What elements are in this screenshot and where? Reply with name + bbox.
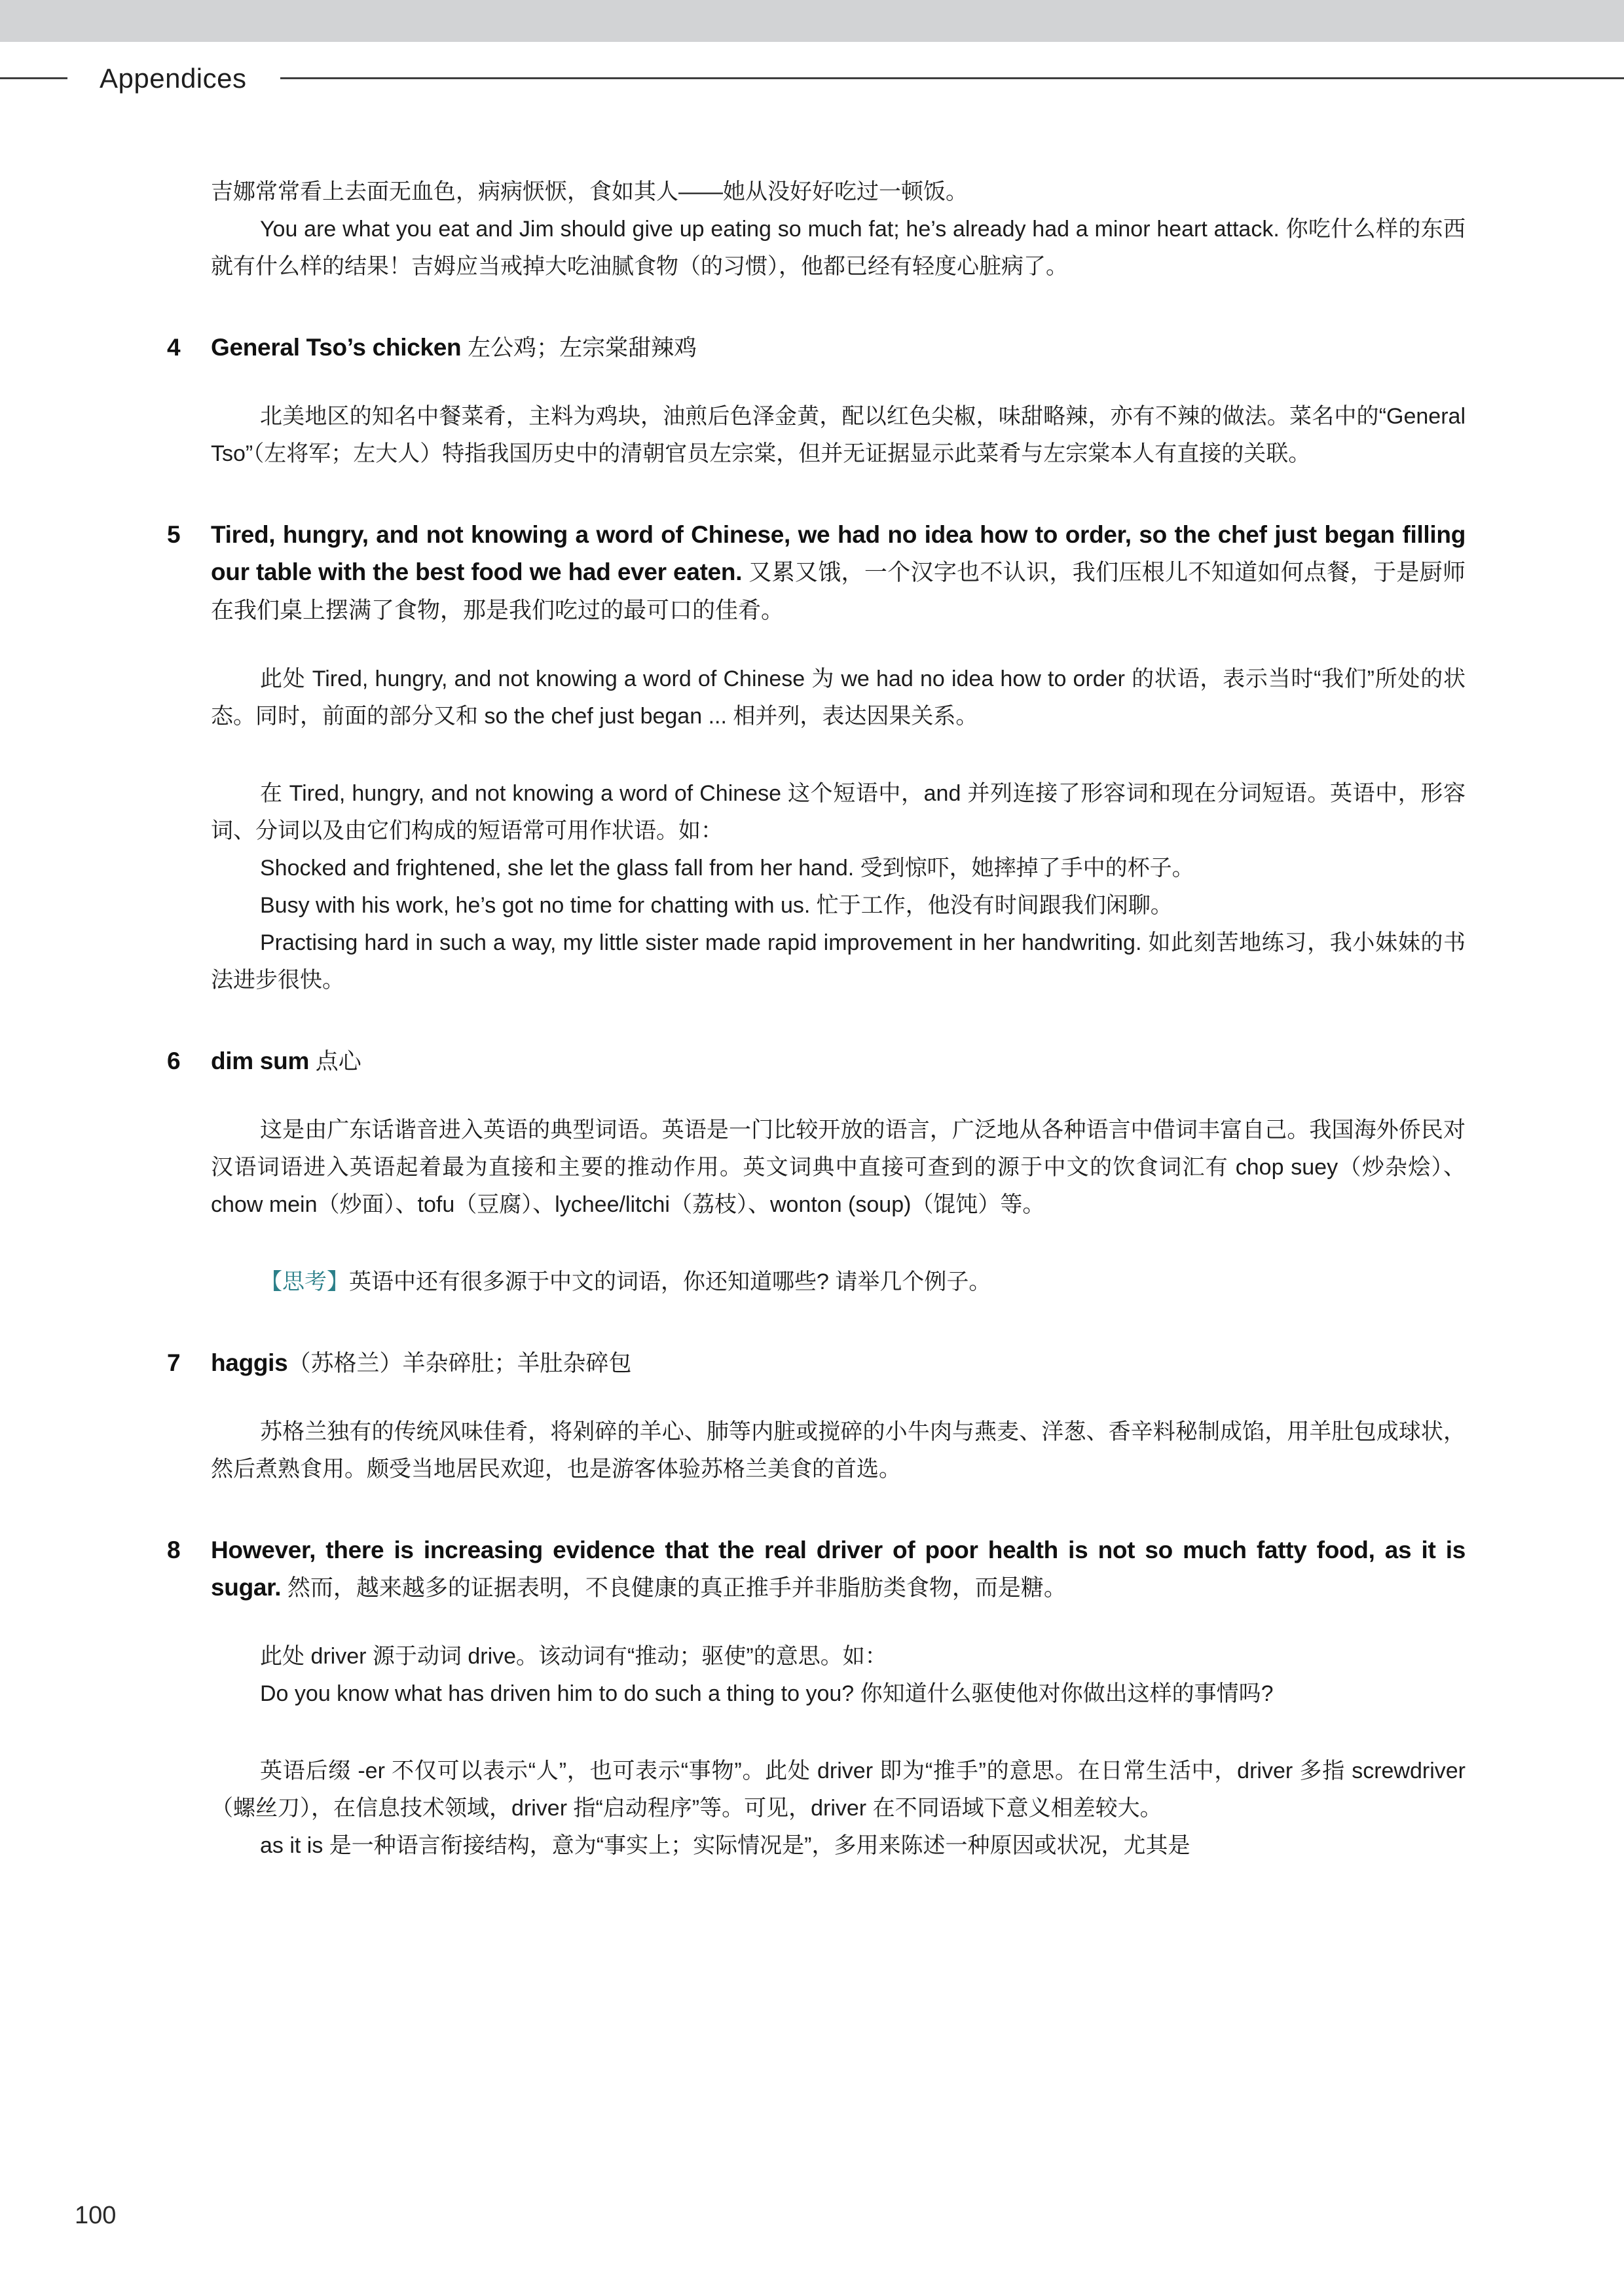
item-5-example-1: Shocked and frightened, she let the glass fall from her hand. 受到惊吓，她摔掉了手中的杯子。 <box>260 856 1194 881</box>
item-4-title-en: General Tso’s chicken <box>211 334 462 361</box>
page-content <box>167 173 1466 1865</box>
item-6 <box>167 1042 1466 1301</box>
item-7-heading <box>167 1344 1466 1382</box>
item-6-heading <box>167 1042 1466 1080</box>
intro-translation-line: 吉娜常常看上去面无血色，病病恹恹，食如其人——她从没好好吃过一顿饭。 <box>211 179 968 204</box>
intro-chinese-note: 你吃什么样的东西就有什么样的结果！吉姆应当戒掉大吃油腻食物（的习惯），他都已经有轻度心脏病了。 <box>211 217 1466 279</box>
running-head: Appendices <box>100 63 247 94</box>
item-6-title-zh: 点心 <box>309 1049 361 1074</box>
page-number: 100 <box>75 2202 117 2229</box>
item-6-number: 6 <box>167 1048 181 1074</box>
think-label: 【思考】 <box>260 1269 349 1294</box>
page-header <box>0 0 1624 105</box>
header-rule-left <box>0 77 67 79</box>
item-5-title-zh: 又累又饿，一个汉字也不认识，我们压根儿不知道如何点餐，于是厨师在我们桌上摆满了食物，那是我们吃过的最可口的佳肴。 <box>211 560 1466 623</box>
item-5-number: 5 <box>167 521 181 548</box>
item-8-paragraph-2: 英语后缀 -er 不仅可以表示“人”，也可表示“事物”。此处 driver 即为“推手”的意思。在日常生活中，driver 多指 screwdriver（螺丝刀），在信息技术领域，driver 指“启动程序”等。可见，driver 在不同语域下意义相差较大。 <box>211 1758 1466 1821</box>
item-8-paragraph-3: as it is 是一种语言衔接结构，意为“事实上；实际情况是”，多用来陈述一种原因或状况，尤其是 <box>260 1833 1190 1858</box>
item-5 <box>167 516 1466 999</box>
item-6-think-line <box>211 1264 1466 1301</box>
item-4 <box>167 329 1466 473</box>
item-4-title-zh: 左公鸡；左宗棠甜辣鸡 <box>461 335 697 361</box>
item-8 <box>167 1531 1466 1865</box>
item-6-title-en: dim sum <box>211 1048 310 1074</box>
item-7 <box>167 1344 1466 1488</box>
item-5-example-3: Practising hard in such a way, my little sister made rapid improvement in her handwriting. 如此刻苦地练习，我小妹妹的书法进步很快。 <box>211 930 1466 993</box>
think-text: 英语中还有很多源于中文的词语，你还知道哪些? 请举几个例子。 <box>349 1269 991 1294</box>
item-8-paragraph-1: 此处 driver 源于动词 drive。该动词有“推动；驱使”的意思。如： <box>260 1644 887 1669</box>
item-7-paragraph: 苏格兰独有的传统风味佳肴，将剁碎的羊心、肺等内脏或搅碎的小牛肉与燕麦、洋葱、香辛料秘制成馅，用羊肚包成球状，然后煮熟食用。颇受当地居民欢迎，也是游客体验苏格兰美食的首选。 <box>211 1419 1466 1482</box>
item-4-number: 4 <box>167 334 181 361</box>
item-7-title-en: haggis <box>211 1349 288 1376</box>
item-6-paragraph: 这是由广东话谐音进入英语的典型词语。英语是一门比较开放的语言，广泛地从各种语言中借词丰富自己。我国海外侨民对汉语词语进入英语起着最为直接和主要的推动作用。英文词典中直接可查到的源于中文的饮食词汇有 chop suey（炒杂烩）、chow mein（炒面）、tofu（豆腐）、lychee/litchi（荔枝）、wonton (soup)（馄饨）等。 <box>211 1118 1466 1217</box>
header-rule-right <box>280 77 1624 79</box>
item-5-title-en: Tired, hungry, and not knowing a word of Chinese, we had no idea how to order, so the chef just began filling our table with the best food we had ever eaten. <box>211 521 1466 585</box>
intro-english-sentence: You are what you eat and Jim should give up eating so much fat; he’s already had a minor heart attack. <box>260 217 1286 242</box>
item-5-paragraph-2: 在 Tired, hungry, and not knowing a word of Chinese 这个短语中，and 并列连接了形容词和现在分词短语。英语中，形容词、分词以及由它们构成的短语常可用作状语。如： <box>211 781 1466 843</box>
item-8-title-zh: 然而，越来越多的证据表明，不良健康的真正推手并非脂肪类食物，而是糖。 <box>281 1575 1067 1601</box>
intro-paragraph <box>211 211 1466 285</box>
item-5-paragraph-1: 此处 Tired, hungry, and not knowing a word of Chinese 为 we had no idea how to order 的状语，表示当时“我们”所处的状态。同时，前面的部分又和 so the chef just began ... 相并列，表达因果关系。 <box>211 666 1466 729</box>
item-5-example-2: Busy with his work, he’s got no time for chatting with us. 忙于工作，他没有时间跟我们闲聊。 <box>260 893 1173 918</box>
item-8-example-1: Do you know what has driven him to do such a thing to you? 你知道什么驱使他对你做出这样的事情吗? <box>260 1681 1274 1706</box>
item-7-title-zh: （苏格兰）羊杂碎肚；羊肚杂碎包 <box>287 1351 632 1376</box>
item-8-number: 8 <box>167 1537 181 1563</box>
item-5-heading <box>167 516 1466 629</box>
item-4-heading <box>167 329 1466 367</box>
item-8-heading <box>167 1531 1466 1607</box>
item-8-title-en: However, there is increasing evidence that the real driver of poor health is not so much fatty food, as it is sugar. <box>211 1537 1466 1601</box>
item-7-number: 7 <box>167 1349 181 1376</box>
item-4-paragraph: 北美地区的知名中餐菜肴，主料为鸡块，油煎后色泽金黄，配以红色尖椒，味甜略辣，亦有不辣的做法。菜名中的“General Tso”（左将军；左大人）特指我国历史中的清朝官员左宗棠，但并无证据显示此菜肴与左宗棠本人有直接的关联。 <box>211 404 1466 466</box>
